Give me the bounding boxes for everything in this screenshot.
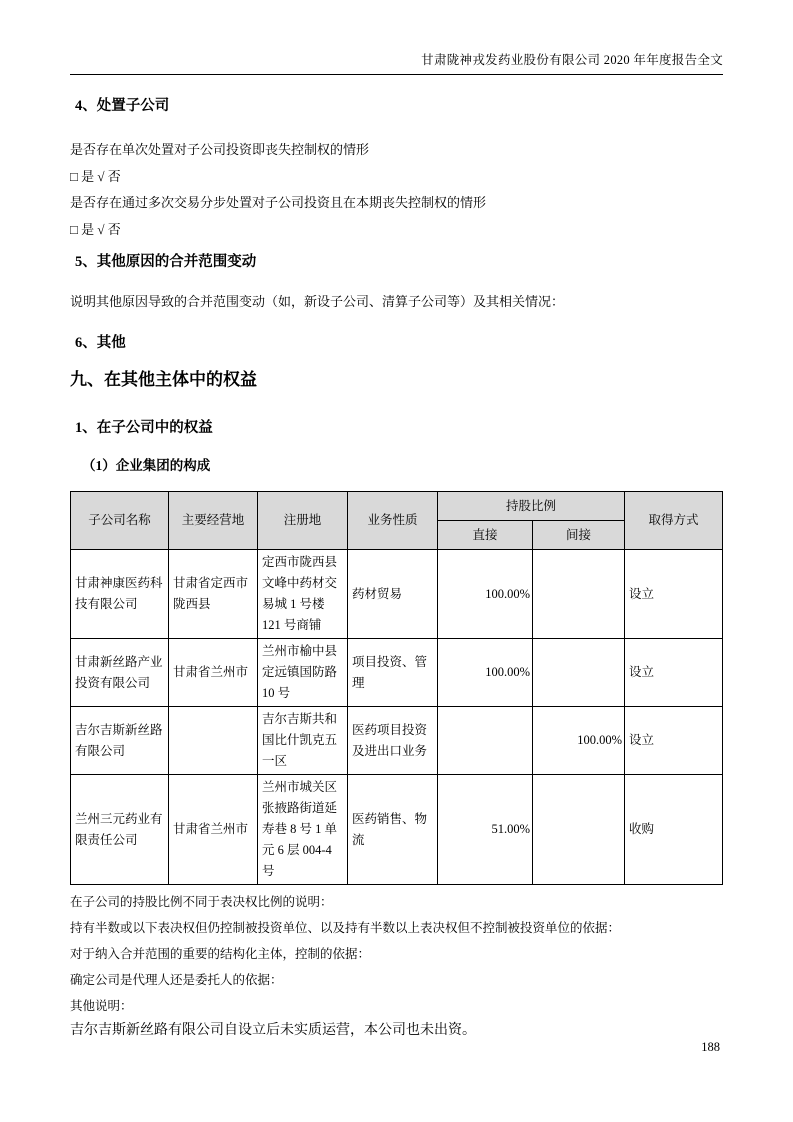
col-header-subsidiary-name: 子公司名称 [71, 492, 169, 550]
cell-main-place [169, 707, 258, 775]
note-structured-entity: 对于纳入合并范围的重要的结构化主体，控制的依据： [70, 947, 371, 961]
cell-indirect-ratio [533, 775, 625, 885]
cell-acquisition: 设立 [625, 707, 723, 775]
col-header-indirect: 间接 [533, 521, 625, 550]
statement-single-disposal: 是否存在单次处置对子公司投资即丧失控制权的情形 [70, 142, 370, 157]
subsection-heading-9-1-1: （1）企业集团的构成 [82, 458, 211, 473]
note-voting-ratio: 在子公司的持股比例不同于表决权比例的说明： [70, 895, 333, 909]
checkbox-answer-1: □ 是 √ 否 [70, 169, 121, 184]
table-row [71, 550, 723, 639]
cell-acquisition: 设立 [625, 639, 723, 707]
cell-subsidiary-name: 甘肃新丝路产业投资有限公司 [71, 639, 169, 707]
cell-direct-ratio: 51.00% [438, 775, 533, 885]
cell-registered-place: 吉尔吉斯共和国比什凯克五一区 [258, 707, 348, 775]
cell-registered-place: 兰州市榆中县定远镇国防路 10 号 [258, 639, 348, 707]
cell-indirect-ratio [533, 639, 625, 707]
table-header-row-1 [71, 492, 723, 521]
col-header-business-nature: 业务性质 [348, 492, 438, 550]
note-control-basis: 持有半数或以下表决权但仍控制被投资单位、以及持有半数以上表决权但不控制被投资单位的依据： [70, 921, 621, 935]
cell-business-nature: 药材贸易 [348, 550, 438, 639]
table-row [71, 775, 723, 885]
cell-registered-place: 兰州市城关区张掖路街道延寿巷 8 号 1 单元 6 层 004-4 号 [258, 775, 348, 885]
page-header-title: 甘肃陇神戎发药业股份有限公司 2020 年年度报告全文 [421, 53, 723, 67]
note-agent-principal: 确定公司是代理人还是委托人的依据： [70, 973, 283, 987]
checkbox-answer-2: □ 是 √ 否 [70, 222, 121, 237]
cell-business-nature: 医药项目投资及进出口业务 [348, 707, 438, 775]
cell-direct-ratio: 100.00% [438, 639, 533, 707]
cell-subsidiary-name: 吉尔吉斯新丝路有限公司 [71, 707, 169, 775]
statement-scope-change: 说明其他原因导致的合并范围变动（如，新设子公司、清算子公司等）及其相关情况： [70, 294, 565, 309]
cell-acquisition: 收购 [625, 775, 723, 885]
statement-multi-step-disposal: 是否存在通过多次交易分步处置对子公司投资且在本期丧失控制权的情形 [70, 195, 487, 210]
col-header-shareholding: 持股比例 [438, 492, 625, 521]
cell-business-nature: 项目投资、管理 [348, 639, 438, 707]
col-header-direct: 直接 [438, 521, 533, 550]
table-row [71, 639, 723, 707]
col-header-registered-place: 注册地 [258, 492, 348, 550]
cell-direct-ratio [438, 707, 533, 775]
cell-business-nature: 医药销售、物流 [348, 775, 438, 885]
cell-subsidiary-name: 甘肃神康医药科技有限公司 [71, 550, 169, 639]
cell-indirect-ratio [533, 550, 625, 639]
cell-registered-place: 定西市陇西县文峰中药材交易城 1 号楼 121 号商铺 [258, 550, 348, 639]
table-row [71, 707, 723, 775]
note-other-label: 其他说明： [70, 999, 133, 1013]
section-heading-9: 九、在其他主体中的权益 [70, 370, 257, 389]
cell-subsidiary-name: 兰州三元药业有限责任公司 [71, 775, 169, 885]
col-header-main-place: 主要经营地 [169, 492, 258, 550]
section-heading-5: 5、其他原因的合并范围变动 [75, 254, 257, 270]
subsection-heading-9-1: 1、在子公司中的权益 [75, 420, 213, 436]
header-rule [70, 74, 723, 75]
cell-main-place: 甘肃省兰州市 [169, 639, 258, 707]
section-heading-4: 4、处置子公司 [75, 98, 170, 114]
cell-acquisition: 设立 [625, 550, 723, 639]
note-other-description: 吉尔吉斯新丝路有限公司自设立后未实质运营，本公司也未出资。 [70, 1023, 476, 1038]
cell-main-place: 甘肃省兰州市 [169, 775, 258, 885]
cell-main-place: 甘肃省定西市陇西县 [169, 550, 258, 639]
section-heading-6: 6、其他 [75, 335, 126, 351]
cell-direct-ratio: 100.00% [438, 550, 533, 639]
page-number: 188 [701, 1040, 720, 1054]
subsidiaries-table [70, 491, 723, 885]
col-header-acquisition: 取得方式 [625, 492, 723, 550]
cell-indirect-ratio: 100.00% [533, 707, 625, 775]
